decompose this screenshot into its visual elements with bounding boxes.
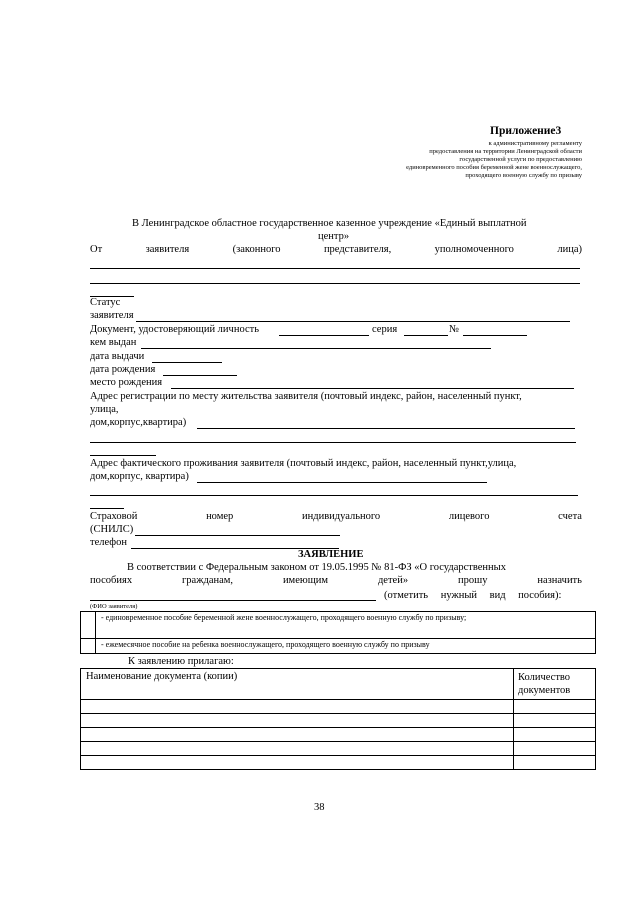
appendix-subtitle — [262, 140, 582, 180]
from-word: заявителя — [145, 244, 190, 255]
snils-word: Страховой — [90, 511, 138, 522]
snils-row — [90, 511, 582, 523]
statement-line1: В соответствии с Федеральным законом от 19.05.1995 № 81-ФЗ «О государственных — [127, 562, 506, 573]
status-label-2: заявителя — [90, 310, 134, 321]
header-doc-count — [514, 669, 596, 700]
table-cell[interactable] — [81, 728, 514, 742]
from-word: От — [90, 244, 103, 255]
table-cell[interactable] — [514, 700, 596, 714]
table-cell[interactable] — [514, 728, 596, 742]
table-row — [81, 714, 596, 728]
from-word: лица) — [557, 244, 582, 255]
fill-line[interactable] — [90, 495, 578, 496]
benefit-option-2 — [96, 639, 596, 654]
from-row — [90, 244, 582, 256]
fact-address-label: Адрес фактического проживания заявителя (почтовый индекс, район, населенный пункт,улица, — [90, 458, 517, 469]
fill-line[interactable] — [90, 283, 580, 284]
doc-id-field[interactable] — [279, 335, 369, 336]
table-cell[interactable] — [81, 700, 514, 714]
snils-word: индивидуального — [302, 511, 381, 522]
table-cell[interactable] — [514, 714, 596, 728]
fill-line[interactable] — [90, 455, 156, 456]
table-cell[interactable] — [81, 756, 514, 770]
series-label: серия — [372, 324, 398, 335]
statement-title: ЗАЯВЛЕНИЕ — [298, 549, 364, 560]
fact-address-label-2: дом,корпус, квартира) — [90, 471, 189, 482]
number-field[interactable] — [463, 335, 527, 336]
doc-id-label: Документ, удостоверяющий личность — [90, 324, 259, 335]
appendix-line: государственной услуги по предоставлению — [459, 156, 582, 163]
reg-address-field[interactable] — [197, 428, 575, 429]
appendix-line: к административному регламенту — [488, 140, 582, 147]
header-doc-name — [81, 669, 514, 700]
documents-header-row — [81, 669, 596, 700]
table-cell[interactable] — [81, 714, 514, 728]
issue-date-label: дата выдачи — [90, 351, 145, 362]
statement-word: прошу — [458, 575, 488, 586]
benefit-option-row — [81, 639, 596, 654]
table-cell[interactable] — [514, 742, 596, 756]
snils-word: счета — [558, 511, 582, 522]
fill-line[interactable] — [90, 442, 576, 443]
birth-place-label: место рождения — [90, 377, 163, 388]
header-doc-count-text: Количество документов — [518, 672, 571, 696]
table-cell[interactable] — [514, 756, 596, 770]
status-field[interactable] — [136, 321, 570, 322]
statement-line2 — [90, 575, 582, 587]
page-number: 38 — [314, 802, 325, 813]
snils-word: лицевого — [448, 511, 490, 522]
checkbox[interactable] — [81, 639, 96, 654]
statement-word: имеющим — [282, 575, 329, 586]
reg-address-label-2: улица, — [90, 404, 119, 415]
statement-word: пособиях — [90, 575, 133, 586]
benefit-options-table — [80, 611, 596, 654]
table-row — [81, 700, 596, 714]
reg-address-label-3: дом,корпус,квартира) — [90, 417, 187, 428]
appendix-title: Приложение3 — [490, 125, 562, 137]
appendix-line: предоставления на территории Ленинградской области — [429, 148, 582, 155]
number-label: № — [449, 324, 460, 335]
addressee-line1: В Ленинградское областное государственное казенное учреждение «Единый выплатной — [132, 218, 527, 229]
status-label: Статус — [90, 297, 121, 308]
header-doc-name-text: Наименование документа (копии) — [86, 671, 238, 682]
checkbox[interactable] — [81, 612, 96, 639]
table-row — [81, 756, 596, 770]
birth-date-label: дата рождения — [90, 364, 156, 375]
fill-line[interactable] — [90, 508, 124, 509]
from-word: представителя, — [323, 244, 392, 255]
birth-date-field[interactable] — [163, 375, 237, 376]
benefit-option-row — [81, 612, 596, 639]
addressee-line2: центр» — [318, 231, 350, 242]
attach-intro: К заявлению прилагаю: — [128, 656, 234, 667]
statement-line3-text: (отметить нужный вид пособия): — [384, 590, 562, 601]
birth-place-field[interactable] — [171, 388, 574, 389]
documents-table — [80, 668, 596, 770]
snils-label-2: (СНИЛС) — [90, 524, 134, 535]
phone-label: телефон — [90, 537, 127, 548]
issue-date-field[interactable] — [152, 362, 222, 363]
benefit-option-1 — [96, 612, 596, 639]
option-label: - ежемесячное пособие на ребенка военнослужащего, проходящего военную службу по призыву — [101, 640, 430, 649]
table-cell[interactable] — [81, 742, 514, 756]
statement-word: назначить — [537, 575, 582, 586]
statement-word: детей» — [377, 575, 409, 586]
from-word: (законного — [232, 244, 281, 255]
appendix-line: единовременного пособия беременной жене военнослужащего, — [406, 164, 582, 171]
issued-by-field[interactable] — [141, 348, 491, 349]
table-row — [81, 728, 596, 742]
appendix-line: проходящего военную службу по призыву — [465, 172, 582, 179]
statement-line3 — [384, 590, 582, 602]
statement-word: гражданам, — [182, 575, 234, 586]
reg-address-label: Адрес регистрации по месту жительства заявителя (почтовый индекс, район, населенный пункт, — [90, 391, 522, 402]
fio-caption: (ФИО заявителя) — [90, 603, 138, 610]
fill-line[interactable] — [90, 268, 580, 269]
snils-word: номер — [206, 511, 234, 522]
issued-by-label: кем выдан — [90, 337, 137, 348]
table-row — [81, 742, 596, 756]
from-word: уполномоченного — [434, 244, 514, 255]
fact-address-field[interactable] — [197, 482, 487, 483]
snils-field[interactable] — [135, 535, 340, 536]
option-label: - единовременное пособие беременной жене военнослужащего, проходящего военную службу по призыву; — [101, 613, 467, 622]
applicant-name-field[interactable] — [90, 600, 376, 601]
series-field[interactable] — [404, 335, 448, 336]
